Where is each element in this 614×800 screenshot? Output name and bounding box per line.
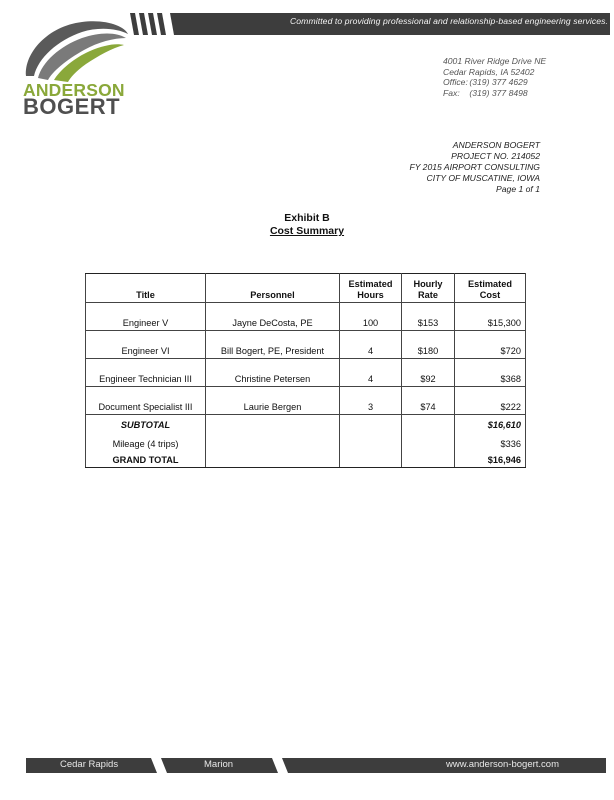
- project-page: Page 1 of 1: [496, 184, 540, 194]
- row-personnel: Jayne DeCosta, PE: [206, 303, 340, 331]
- row-title: Document Specialist III: [86, 387, 206, 415]
- row-rate: $74: [402, 387, 455, 415]
- header-hours-line2: Hours: [357, 290, 384, 300]
- row-cost: $15,300: [455, 303, 526, 331]
- subtotal-row: [86, 415, 526, 435]
- row-hours: 100: [340, 303, 402, 331]
- empty-cell: [206, 434, 340, 453]
- empty-cell: [340, 453, 402, 468]
- mileage-row: [86, 434, 526, 453]
- subtotal-label: SUBTOTAL: [86, 415, 206, 435]
- row-hours: 4: [340, 331, 402, 359]
- fax-label: Fax:: [443, 87, 460, 98]
- row-hours: 3: [340, 387, 402, 415]
- grand-total-row: [86, 453, 526, 468]
- header-hours: [340, 274, 402, 303]
- header-tagline-area: [130, 13, 610, 35]
- table-row: [86, 331, 526, 359]
- empty-cell: [206, 453, 340, 468]
- grand-total-value: $16,946: [455, 453, 526, 468]
- row-cost: $720: [455, 331, 526, 359]
- empty-cell: [340, 434, 402, 453]
- header-hours-line1: Estimated: [348, 279, 393, 289]
- project-info: [409, 140, 540, 195]
- row-cost: $222: [455, 387, 526, 415]
- company-address: [443, 56, 546, 98]
- mileage-label: Mileage (4 trips): [86, 434, 206, 453]
- row-cost: $368: [455, 359, 526, 387]
- company-logo-mark: [20, 18, 130, 84]
- fax-phone: (319) 377 8498: [469, 87, 528, 98]
- header-personnel: Personnel: [206, 274, 340, 303]
- header-cost: [455, 274, 526, 303]
- exhibit-subtitle: Cost Summary: [269, 225, 345, 237]
- footer-location-cedar-rapids: Cedar Rapids: [60, 759, 119, 770]
- header-title: Title: [86, 274, 206, 303]
- exhibit-title: Exhibit B: [284, 212, 330, 224]
- logo-text-bogert: BOGERT: [23, 94, 121, 119]
- address-city: Cedar Rapids, IA 52402: [443, 66, 535, 77]
- project-number: PROJECT NO. 214052: [451, 151, 540, 161]
- header-cost-line1: Estimated: [468, 279, 512, 289]
- row-hours: 4: [340, 359, 402, 387]
- cost-summary-table: [85, 273, 526, 468]
- header-rate: [402, 274, 455, 303]
- row-title: Engineer VI: [86, 331, 206, 359]
- empty-cell: [402, 415, 455, 435]
- address-fax: [443, 88, 546, 99]
- row-personnel: Christine Petersen: [206, 359, 340, 387]
- subtotal-value: $16,610: [455, 415, 526, 435]
- row-rate: $180: [402, 331, 455, 359]
- address-office: [443, 77, 546, 88]
- header-rate-line2: Rate: [418, 290, 438, 300]
- office-phone: (319) 377 4629: [469, 77, 528, 87]
- table-row: [86, 359, 526, 387]
- row-title: Engineer Technician III: [86, 359, 206, 387]
- table-header-row: [86, 274, 526, 303]
- footer-website-link[interactable]: www.anderson-bogert.com: [446, 759, 559, 770]
- address-street: 4001 River Ridge Drive NE: [443, 56, 547, 66]
- office-label: Office:: [443, 77, 468, 87]
- row-personnel: Bill Bogert, PE, President: [206, 331, 340, 359]
- project-client: CITY OF MUSCATINE, IOWA: [426, 173, 540, 183]
- exhibit-heading: [0, 212, 614, 238]
- empty-cell: [402, 453, 455, 468]
- row-personnel: Laurie Bergen: [206, 387, 340, 415]
- project-company: ANDERSON BOGERT: [452, 140, 540, 150]
- footer-text: [26, 758, 606, 773]
- header-rate-line1: Hourly: [413, 279, 443, 289]
- grand-total-label: GRAND TOTAL: [86, 453, 206, 468]
- table-row: [86, 303, 526, 331]
- row-rate: $92: [402, 359, 455, 387]
- tagline: Committed to providing professional and relationship-based engineering services.: [290, 16, 609, 26]
- mileage-value: $336: [455, 434, 526, 453]
- footer-location-marion: Marion: [204, 759, 234, 770]
- header-cost-line2: Cost: [479, 290, 501, 300]
- table-row: [86, 387, 526, 415]
- project-name: FY 2015 AIRPORT CONSULTING: [409, 162, 540, 172]
- logo-text-anderson: ANDERSON: [23, 80, 125, 100]
- row-title: Engineer V: [86, 303, 206, 331]
- empty-cell: [206, 415, 340, 435]
- empty-cell: [402, 434, 455, 453]
- empty-cell: [340, 415, 402, 435]
- row-rate: $153: [402, 303, 455, 331]
